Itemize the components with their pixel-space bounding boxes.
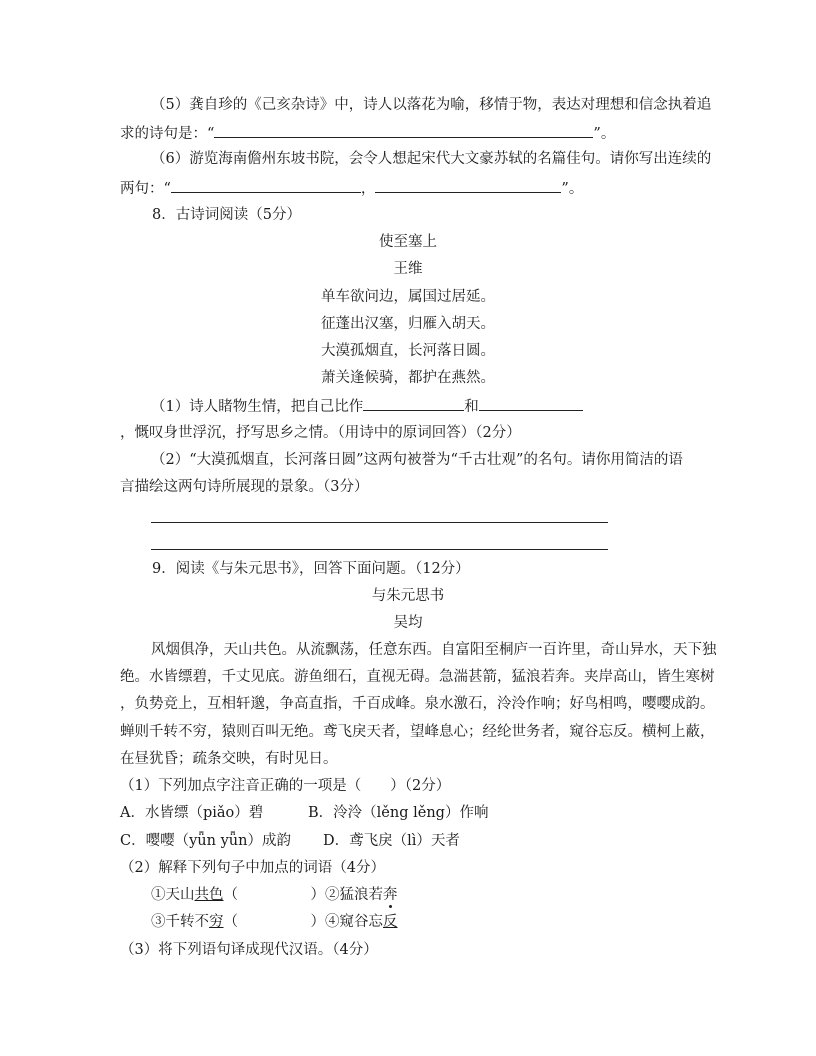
q7-item6-comma: ， bbox=[360, 181, 376, 197]
q9-sub2-item1-word: 共色 bbox=[194, 887, 224, 903]
q9-sub2-item2-prefix: ②猛浪若 bbox=[325, 887, 383, 903]
q8-answer-line[interactable] bbox=[151, 549, 608, 550]
q9-sub2-item4-word: 反 bbox=[383, 914, 398, 930]
q9-passage-author: 吴均 bbox=[393, 615, 423, 631]
q9-sub1-option-d[interactable]: D．鸢飞戾（lì）天者 bbox=[323, 833, 460, 849]
q7-item5-answer-blank[interactable] bbox=[214, 122, 593, 138]
q9-sub2-item2-word: 奔 bbox=[383, 887, 398, 903]
q8-sub1-line1 bbox=[151, 395, 583, 417]
q9-sub2-item3-word: 穷 bbox=[209, 914, 224, 930]
q7-item6-answer-blank-2[interactable] bbox=[375, 177, 561, 193]
q9-sub2-row2 bbox=[151, 912, 398, 932]
q9-sub3-stem: （3）将下列语句译成现代汉语。（4分） bbox=[120, 942, 378, 958]
q7-item6-line2 bbox=[120, 177, 583, 199]
q9-sub2-item3-answer-paren[interactable]: （ ） bbox=[223, 914, 325, 930]
q9-sub2-item1-prefix: ①天山 bbox=[151, 887, 195, 903]
q8-sub1-answer-blank-1[interactable] bbox=[363, 395, 464, 411]
q9-passage-line: 在昼犹昏；疏条交映，有时见日。 bbox=[120, 751, 338, 767]
q8-sub1-prefix: （1）诗人睹物生情，把自己比作 bbox=[151, 399, 364, 415]
q9-passage-line: ，负势竞上，互相轩邈，争高直指，千百成峰。泉水激石，泠泠作响；好鸟相鸣，嘤嘤成韵。 bbox=[120, 696, 715, 712]
q8-poem-author: 王维 bbox=[393, 261, 423, 277]
q8-poem-title: 使至塞上 bbox=[379, 234, 437, 250]
q9-passage-line: 蝉则千转不穷，猿则百叫无绝。鸢飞戾天者，望峰息心；经纶世务者，窥谷忘反。横柯上蔽， bbox=[120, 724, 715, 740]
q8-sub2-line1: （2）“大漠孤烟直，长河落日圆”这两句被誉为“千古壮观”的名句。请你用简洁的语 bbox=[151, 452, 683, 468]
q7-item6-prefix: 两句：“ bbox=[120, 181, 171, 197]
q7-item5-prefix: 求的诗句是：“ bbox=[120, 126, 215, 142]
q7-item6-line1: （6）游览海南儋州东坡书院，会令人想起宋代大文豪苏轼的名篇佳句。请你写出连续的 bbox=[151, 151, 712, 167]
q7-item5-line1: （5）龚自珍的《己亥杂诗》中，诗人以落花为喻，移情于物，表达对理想和信念执着追 bbox=[151, 97, 712, 113]
q8-sub1-line2: ，慨叹身世浮沉，抒写思乡之情。（用诗中的原词回答）（2分） bbox=[120, 425, 521, 441]
q9-passage-title: 与朱元思书 bbox=[371, 588, 445, 604]
q7-item6-answer-blank-1[interactable] bbox=[171, 177, 361, 193]
q7-item5-line2 bbox=[120, 122, 615, 144]
q9-sub2-row1 bbox=[151, 885, 398, 905]
q9-sub2-item1-answer-paren[interactable]: （ ） bbox=[223, 887, 325, 903]
q9-sub2-stem: （2）解释下列句子中加点的词语（4分） bbox=[120, 860, 385, 876]
q7-item6-suffix: ”。 bbox=[561, 181, 584, 197]
q8-poem-line: 征蓬出汉塞，归雁入胡天。 bbox=[321, 316, 495, 332]
q9-heading: 9．阅读《与朱元思书》，回答下面问题。（12分） bbox=[152, 561, 470, 577]
q9-passage-line: 风烟俱净，天山共色。从流飘荡，任意东西。自富阳至桐庐一百许里，奇山异水，天下独 bbox=[151, 642, 717, 658]
q8-poem-line: 萧关逢候骑，都护在燕然。 bbox=[321, 370, 495, 386]
q8-sub1-and: 和 bbox=[464, 399, 479, 415]
q8-heading: 8．古诗词阅读（5分） bbox=[152, 207, 301, 223]
q9-sub1-option-b[interactable]: B．泠泠（lěng lěng）作响 bbox=[308, 805, 489, 821]
q8-poem-line: 大漠孤烟直，长河落日圆。 bbox=[321, 343, 495, 359]
q9-sub1-option-c[interactable]: C．嘤嘤（yǖn yǖn）成韵 bbox=[120, 833, 291, 849]
q8-sub1-answer-blank-2[interactable] bbox=[479, 395, 583, 411]
q9-sub2-item4-prefix: ④窥谷忘 bbox=[325, 914, 383, 930]
q9-sub1-stem: （1）下列加点字注音正确的一项是（ ）（2分） bbox=[120, 778, 451, 794]
q7-item5-suffix: ”。 bbox=[593, 126, 616, 142]
q8-answer-line[interactable] bbox=[151, 522, 608, 523]
q8-sub2-line2: 言描绘这两句诗所展现的景象。（3分） bbox=[120, 479, 369, 495]
q9-passage-line: 绝。水皆缥碧，千丈见底。游鱼细石，直视无碍。急湍甚箭，猛浪若奔。夹岸高山，皆生寒树 bbox=[120, 669, 715, 685]
q8-poem-line: 单车欲问边，属国过居延。 bbox=[321, 289, 495, 305]
q9-sub1-option-a[interactable]: A．水皆缥（piǎo）碧 bbox=[120, 805, 264, 821]
q9-sub2-item3-prefix: ③千转不 bbox=[151, 914, 209, 930]
